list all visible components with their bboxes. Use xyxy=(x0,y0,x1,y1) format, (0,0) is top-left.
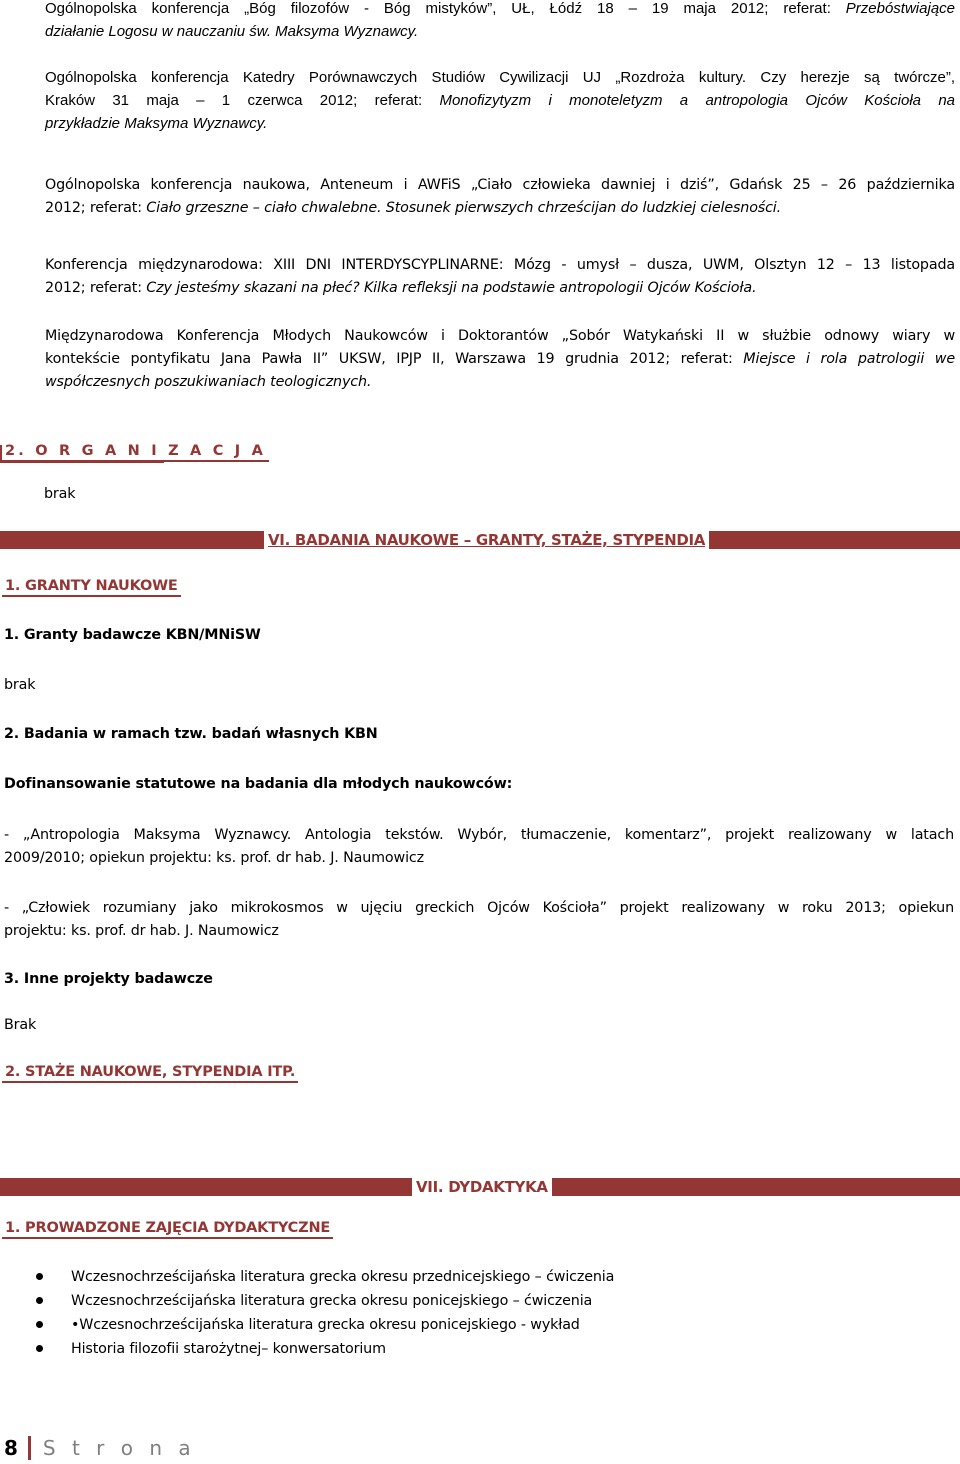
project-entry-2: - „Człowiek rozumiany jako mikrokosmos w ujęciu greckich Ojców Kościoła” projekt realizowany w roku 2013; opiekun projektu: ks. prof. dr hab. J. Naumowicz xyxy=(4,900,954,939)
dofinansowanie-heading: Dofinansowanie statutowe na badania dla młodych naukowców: xyxy=(4,776,513,792)
bullet-icon xyxy=(36,1321,43,1328)
conference-entry-5: Międzynarodowa Konferencja Młodych Naukowców i Doktorantów „Sobór Watykański II w służbie odnowy wiary w kontekście pontyfikatu Jana Pawła II” UKSW, IPJP II, Warszawa 19 grudnia 2012; referat: Miejsce i rola patrologii we współczesnych poszukiwaniach teologicznych. xyxy=(45,328,955,390)
granty-kbn-value: brak xyxy=(4,677,36,693)
page-footer xyxy=(4,1436,196,1460)
page-number: 8 xyxy=(4,1436,18,1460)
granty-heading: 1. GRANTY NAUKOWE xyxy=(2,577,181,597)
chapter-vii-title: VII. DYDAKTYKA xyxy=(412,1178,552,1196)
organizacja-heading: 2. O R G A N I Z A C J A xyxy=(2,442,269,462)
conference-entry-2: Ogólnopolska konferencja Katedry Porównawczych Studiów Cywilizacji UJ „Rozdroża kultury. Czy herezje są twórcze”, Kraków 31 maja – 1 czerwca 2012; referat: Monofizytyzm i monoteletyzm a antropologia Ojców Kościoła na przykładzie Maksyma Wyznawcy. xyxy=(45,69,955,132)
bullet-icon xyxy=(36,1345,43,1352)
bullet-icon xyxy=(36,1273,43,1280)
granty-kbn-heading: 1. Granty badawcze KBN/MNiSW xyxy=(4,627,261,643)
conference-entry-1: Ogólnopolska konferencja „Bóg filozofów - Bóg mistyków”, UŁ, Łódź 18 – 19 maja 2012; referat: Przebóstwiające działanie Logosu w nauczaniu św. Maksyma Wyznawcy. xyxy=(45,0,955,40)
conference-entry-4: Konferencja międzynarodowa: XIII DNI INTERDYSCYPLINARNE: Mózg - umysł – dusza, UWM, Olsztyn 12 – 13 listopada 2012; referat: Czy jesteśmy skazani na płeć? Kilka refleksji na podstawie antropologii Ojców Kościoła. xyxy=(45,257,955,296)
chapter-vi-title: VI. BADANIA NAUKOWE – GRANTY, STAŻE, STYPENDIA xyxy=(264,531,709,549)
inne-projekty-value: Brak xyxy=(4,1017,37,1033)
badania-wlasne-heading: 2. Badania w ramach tzw. badań własnych KBN xyxy=(4,726,378,742)
page-word: S t r o n a xyxy=(42,1436,196,1460)
footer-divider xyxy=(28,1436,31,1460)
inne-projekty-heading: 3. Inne projekty badawcze xyxy=(4,971,213,987)
conference-entry-3: Ogólnopolska konferencja naukowa, Anteneum i AWFiS „Ciało człowieka dawniej i dziś”, Gdańsk 25 – 26 października 2012; referat: Ciało grzeszne – ciało chwalebne. Stosunek pierwszych chrześcijan do ludzkiej cielesności. xyxy=(45,177,955,216)
bullet-icon xyxy=(36,1297,43,1304)
zajecia-heading: 1. PROWADZONE ZAJĘCIA DYDAKTYCZNE xyxy=(2,1219,333,1239)
staze-heading: 2. STAŻE NAUKOWE, STYPENDIA ITP. xyxy=(2,1063,298,1083)
project-entry-1: - „Antropologia Maksyma Wyznawcy. Antologia tekstów. Wybór, tłumaczenie, komentarz”, projekt realizowany w latach 2009/2010; opiekun projektu: ks. prof. dr hab. J. Naumowicz xyxy=(4,827,954,866)
organizacja-value: brak xyxy=(44,486,76,502)
